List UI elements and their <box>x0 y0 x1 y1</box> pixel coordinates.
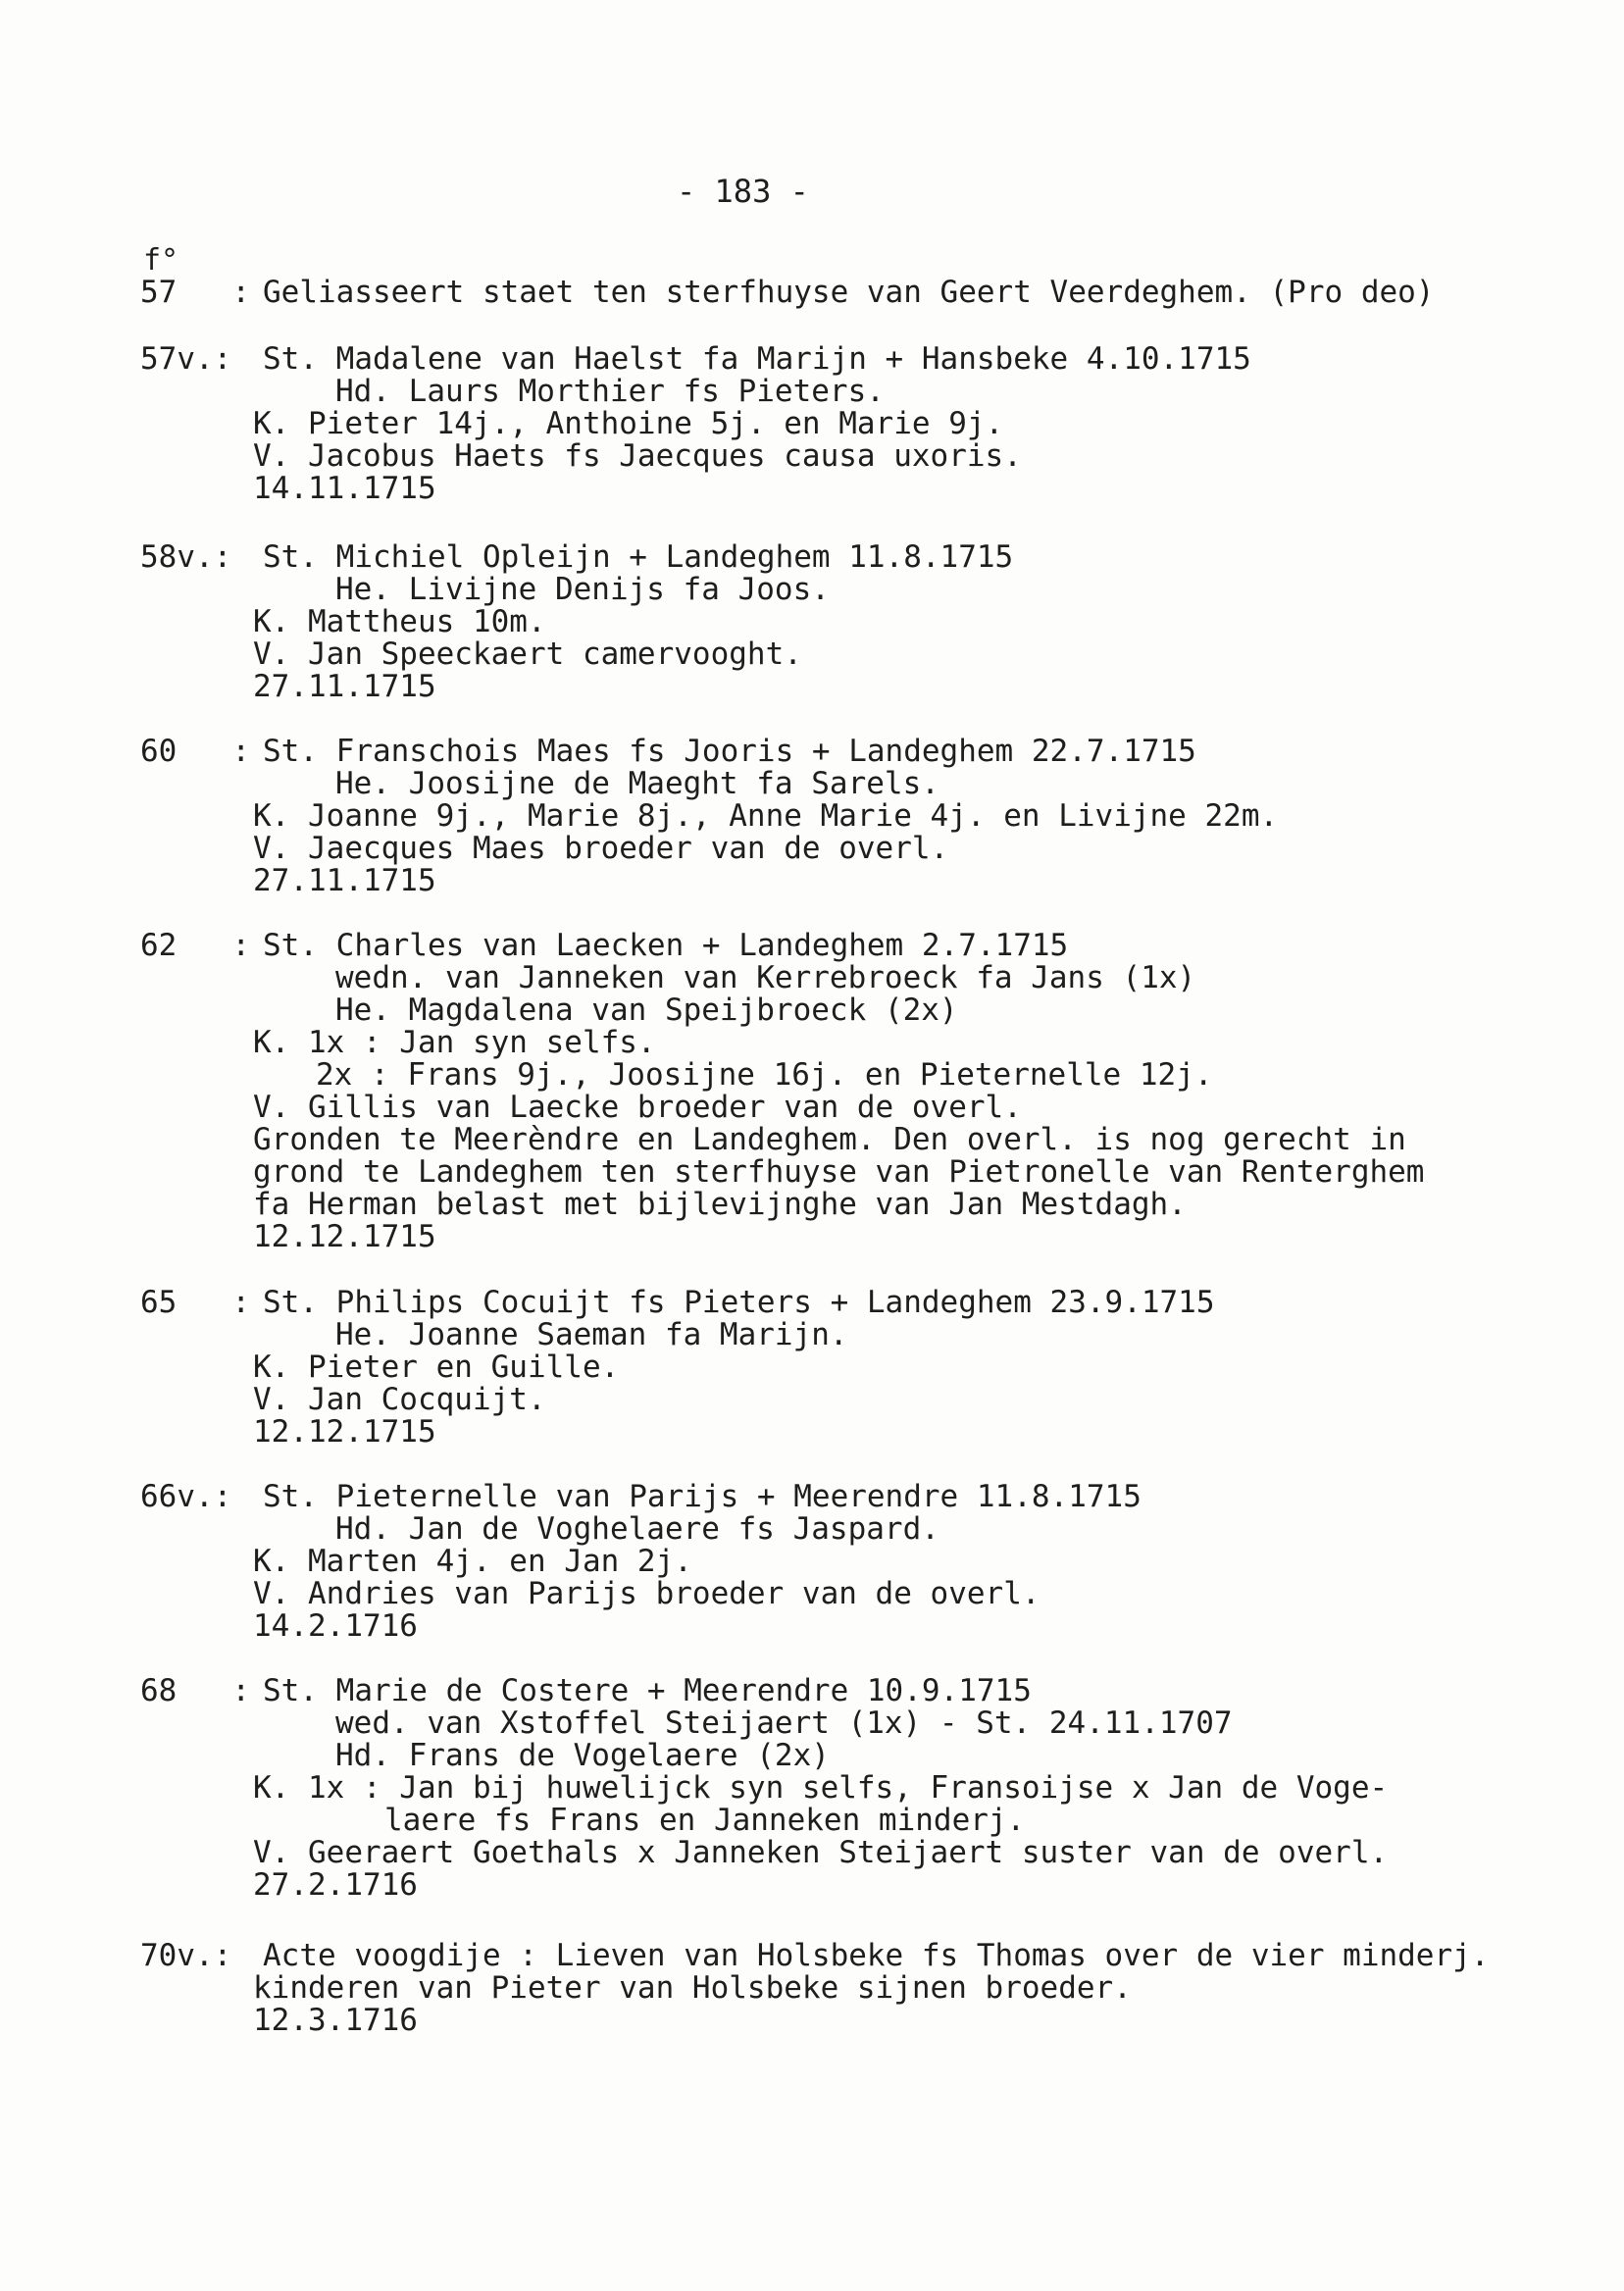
folio-number: 65 : <box>140 1285 250 1320</box>
entry-date: 14.2.1716 <box>253 1608 418 1644</box>
entry-line: St. Franschois Maes fs Jooris + Landeghem 22.7.1715 <box>263 734 1196 769</box>
entry-line: grond te Landeghem ten sterfhuyse van Pietronelle van Renterghem <box>253 1154 1425 1190</box>
entry-date: 12.12.1715 <box>253 1414 436 1450</box>
entry-line: wed. van Xstoffel Steijaert (1x) - St. 24.11.1707 <box>335 1706 1233 1741</box>
entry-line: K. Joanne 9j., Marie 8j., Anne Marie 4j. en Livijne 22m. <box>253 798 1279 834</box>
page-number: - 183 - <box>677 173 809 210</box>
entry-line: V. Geeraert Goethals x Janneken Steijaert suster van de overl. <box>253 1835 1389 1870</box>
entry-line: St. Charles van Laecken + Landeghem 2.7.1715 <box>263 928 1069 963</box>
entry-line: Hd. Jan de Voghelaere fs Jaspard. <box>335 1511 939 1547</box>
entry-line: K. Mattheus 10m. <box>253 604 546 639</box>
entry-line: Hd. Laurs Morthier fs Pieters. <box>335 374 885 409</box>
entry-date: 12.3.1716 <box>253 2003 418 2038</box>
entry-date: 27.2.1716 <box>253 1867 418 1903</box>
entry-line: He. Joosijne de Maeght fa Sarels. <box>335 766 939 801</box>
entry-date: 12.12.1715 <box>253 1219 436 1254</box>
entry-line: St. Madalene van Haelst fa Marijn + Hansbeke 4.10.1715 <box>263 341 1251 377</box>
entry-line: K. 1x : Jan bij huwelijck syn selfs, Fransoijse x Jan de Voge- <box>253 1770 1389 1806</box>
entry-date: 14.11.1715 <box>253 471 436 506</box>
entry-line: wedn. van Janneken van Kerrebroeck fa Jans (1x) <box>335 960 1196 995</box>
folio-number: 66v.: <box>140 1479 232 1514</box>
entry-line: Geliasseert staet ten sterfhuyse van Geert Veerdeghem. (Pro deo) <box>263 275 1435 310</box>
entry-line: V. Jaecques Maes broeder van de overl. <box>253 831 949 866</box>
entry-line: V. Gillis van Laecke broeder van de overl. <box>253 1090 1022 1125</box>
entry-date: 27.11.1715 <box>253 669 436 704</box>
folio-number: 58v.: <box>140 539 232 575</box>
entry-line: V. Jan Speeckaert camervooght. <box>253 636 802 672</box>
entry-line: He. Joanne Saeman fa Marijn. <box>335 1317 848 1352</box>
entry-line: V. Jacobus Haets fs Jaecques causa uxoris. <box>253 438 1022 474</box>
folio-number: 70v.: <box>140 1938 232 1973</box>
entry-date: 27.11.1715 <box>253 863 436 898</box>
entry-line: St. Philips Cocuijt fs Pieters + Landeghem 23.9.1715 <box>263 1285 1215 1320</box>
entry-line: K. Marten 4j. en Jan 2j. <box>253 1544 692 1579</box>
folio-prefix: f° <box>143 243 179 278</box>
entry-line: V. Jan Cocquijt. <box>253 1382 546 1417</box>
entry-line: He. Magdalena van Speijbroeck (2x) <box>335 993 958 1028</box>
entry-line: He. Livijne Denijs fa Joos. <box>335 572 830 607</box>
entry-line: V. Andries van Parijs broeder van de overl. <box>253 1576 1040 1611</box>
entry-line: Hd. Frans de Vogelaere (2x) <box>335 1738 830 1773</box>
folio-number: 57 : <box>140 275 250 310</box>
entry-line: fa Herman belast met bijlevijnghe van Jan Mestdagh. <box>253 1187 1187 1222</box>
folio-number: 62 : <box>140 928 250 963</box>
entry-line: Acte voogdije : Lieven van Holsbeke fs Thomas over de vier minderj. <box>263 1938 1490 1973</box>
entry-line: K. 1x : Jan syn selfs. <box>253 1025 656 1060</box>
entry-line: 2x : Frans 9j., Joosijne 16j. en Pieternelle 12j. <box>316 1057 1213 1093</box>
entry-line: St. Michiel Opleijn + Landeghem 11.8.1715 <box>263 539 1014 575</box>
folio-number: 60 : <box>140 734 250 769</box>
entry-line: K. Pieter 14j., Anthoine 5j. en Marie 9j. <box>253 406 1004 441</box>
entry-line: St. Marie de Costere + Meerendre 10.9.1715 <box>263 1673 1032 1708</box>
entry-line: St. Pieternelle van Parijs + Meerendre 11.8.1715 <box>263 1479 1142 1514</box>
entry-line: Gronden te Meerèndre en Landeghem. Den overl. is nog gerecht in <box>253 1122 1406 1157</box>
entry-line: kinderen van Pieter van Holsbeke sijnen broeder. <box>253 1970 1132 2006</box>
folio-number: 57v.: <box>140 341 232 377</box>
folio-number: 68 : <box>140 1673 250 1708</box>
entry-line: K. Pieter en Guille. <box>253 1349 620 1385</box>
entry-line: laere fs Frans en Janneken minderj. <box>384 1803 1026 1838</box>
